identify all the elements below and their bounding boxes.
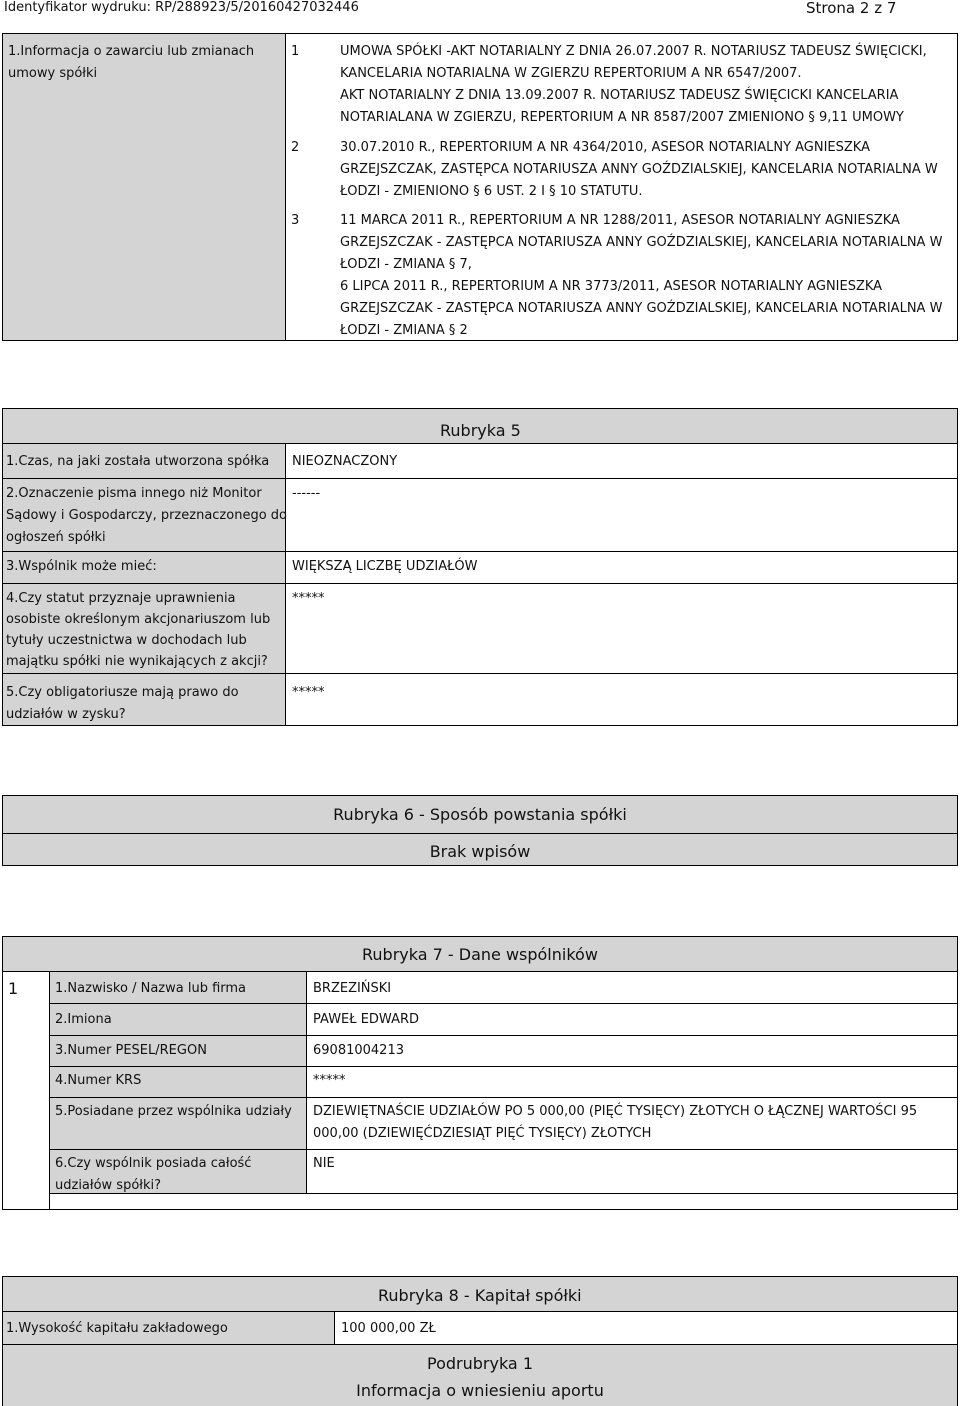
- field-label: udziałów spółki?: [55, 1178, 162, 1193]
- capital-value: 100 000,00 ZŁ: [341, 1321, 436, 1336]
- field-label: 5.Posiadane przez wspólnika udziały: [55, 1104, 292, 1119]
- field-label: 1.Nazwisko / Nazwa lub firma: [55, 981, 247, 996]
- print-identifier: Identyfikator wydruku: RP/288923/5/20160427032446: [4, 0, 359, 15]
- entry-line: UMOWA SPÓŁKI -AKT NOTARIALNY Z DNIA 26.07.2007 R. NOTARIUSZ TADEUSZ ŚWIĘCICKI,: [340, 44, 927, 59]
- entry-line: GRZEJSZCZAK - ZASTĘPCA NOTARIUSZA ANNY GOŹDZIALSKIEJ, KANCELARIA NOTARIALNA W: [340, 235, 943, 250]
- field-label: 6.Czy wspólnik posiada całość: [55, 1156, 252, 1171]
- rubryka-8-title: Rubryka 8 - Kapitał spółki: [378, 1286, 582, 1305]
- rubryka-5-value-column: [285, 443, 958, 726]
- field-value: ------: [292, 486, 321, 501]
- field-label: tytuły uczestnictwa w dochodach lub: [6, 633, 247, 648]
- field-label: 4.Czy statut przyznaje uprawnienia: [6, 591, 236, 606]
- podrubryka-1-subtitle: Informacja o wniesieniu aportu: [356, 1381, 604, 1400]
- field-value: BRZEZIŃSKI: [313, 981, 392, 996]
- field-label: Sądowy i Gospodarczy, przeznaczonego do: [6, 508, 287, 523]
- shareholder-number-cell: [2, 971, 50, 1210]
- entry-number: 3: [291, 213, 300, 228]
- page-number: Strona 2 z 7: [806, 0, 897, 17]
- entry-line: 11 MARCA 2011 R., REPERTORIUM A NR 1288/2011, ASESOR NOTARIALNY AGNIESZKA: [340, 213, 900, 228]
- rubryka-6-status: Brak wpisów: [429, 842, 531, 861]
- field-value: PAWEŁ EDWARD: [313, 1012, 419, 1027]
- podrubryka-1-title: Podrubryka 1: [427, 1354, 533, 1373]
- field-label: 2.Oznaczenie pisma innego niż Monitor: [6, 486, 262, 501]
- entry-number: 2: [291, 140, 300, 155]
- rubryka-5-title: Rubryka 5: [440, 421, 521, 440]
- field-value: DZIEWIĘTNAŚCIE UDZIAŁÓW PO 5 000,00 (PIĘĆ TYSIĘCY) ZŁOTYCH O ŁĄCZNEJ WARTOŚCI 95: [313, 1104, 918, 1119]
- entry-number: 1: [291, 44, 300, 59]
- entry-line: GRZEJSZCZAK - ZASTĘPCA NOTARIUSZA ANNY GOŹDZIALSKIEJ, KANCELARIA NOTARIALNA W: [340, 301, 943, 316]
- shareholder-bottom-strip: [49, 1193, 958, 1210]
- rubryka-7-title: Rubryka 7 - Dane wspólników: [362, 945, 598, 964]
- field-label: 3.Wspólnik może mieć:: [6, 559, 157, 574]
- field-value: *****: [292, 591, 325, 606]
- field-value: NIEOZNACZONY: [292, 454, 398, 469]
- entry-line: 30.07.2010 R., REPERTORIUM A NR 4364/2010, ASESOR NOTARIALNY AGNIESZKA: [340, 140, 870, 155]
- capital-label: 1.Wysokość kapitału zakładowego: [6, 1321, 228, 1336]
- entry-line: ŁODZI - ZMIANA § 2: [340, 323, 468, 338]
- field-value: NIE: [313, 1156, 335, 1171]
- entry-line: GRZEJSZCZAK, ZASTĘPCA NOTARIUSZA ANNY GOŹDZIALSKIEJ, KANCELARIA NOTARIALNA W: [340, 162, 938, 177]
- entry-line: KANCELARIA NOTARIALNA W ZGIERZU REPERTORIUM A NR 6547/2007.: [340, 66, 802, 81]
- shareholder-number: 1: [8, 979, 19, 998]
- field-value: *****: [313, 1073, 346, 1088]
- rubryka-6-title: Rubryka 6 - Sposób powstania spółki: [333, 805, 627, 824]
- entry-line: ŁODZI - ZMIANA § 7,: [340, 257, 472, 272]
- field-value: WIĘKSZĄ LICZBĘ UDZIAŁÓW: [292, 559, 478, 574]
- shareholder-value-column: [306, 971, 958, 1194]
- contract-info-label-line: 1.Informacja o zawarciu lub zmianach: [8, 44, 255, 59]
- field-label: 4.Numer KRS: [55, 1073, 142, 1088]
- field-label: osobiste określonym akcjonariuszom lub: [6, 612, 271, 627]
- entry-line: ŁODZI - ZMIENIONO § 6 UST. 2 I § 10 STATUTU.: [340, 184, 643, 199]
- field-value: 000,00 (DZIEWIĘĆDZIESIĄT PIĘĆ TYSIĘCY) ZŁOTYCH: [313, 1126, 652, 1141]
- entry-line: NOTARIALANA W ZGIERZU, REPERTORIUM A NR 8587/2007 ZMIENIONO § 9,11 UMOWY: [340, 110, 904, 125]
- field-label: 1.Czas, na jaki została utworzona spółka: [6, 454, 270, 469]
- field-label: 3.Numer PESEL/REGON: [55, 1043, 207, 1058]
- entry-line: 6 LIPCA 2011 R., REPERTORIUM A NR 3773/2011, ASESOR NOTARIALNY AGNIESZKA: [340, 279, 883, 294]
- field-label: ogłoszeń spółki: [6, 530, 106, 545]
- field-value: 69081004213: [313, 1043, 404, 1058]
- field-label: 2.Imiona: [55, 1012, 112, 1027]
- field-label: udziałów w zysku?: [6, 707, 126, 722]
- entry-line: AKT NOTARIALNY Z DNIA 13.09.2007 R. NOTARIUSZ TADEUSZ ŚWIĘCICKI KANCELARIA: [340, 88, 899, 103]
- field-label: majątku spółki nie wynikających z akcji?: [6, 654, 268, 669]
- contract-info-label-line: umowy spółki: [8, 66, 98, 81]
- field-label: 5.Czy obligatoriusze mają prawo do: [6, 685, 239, 700]
- field-value: *****: [292, 685, 325, 700]
